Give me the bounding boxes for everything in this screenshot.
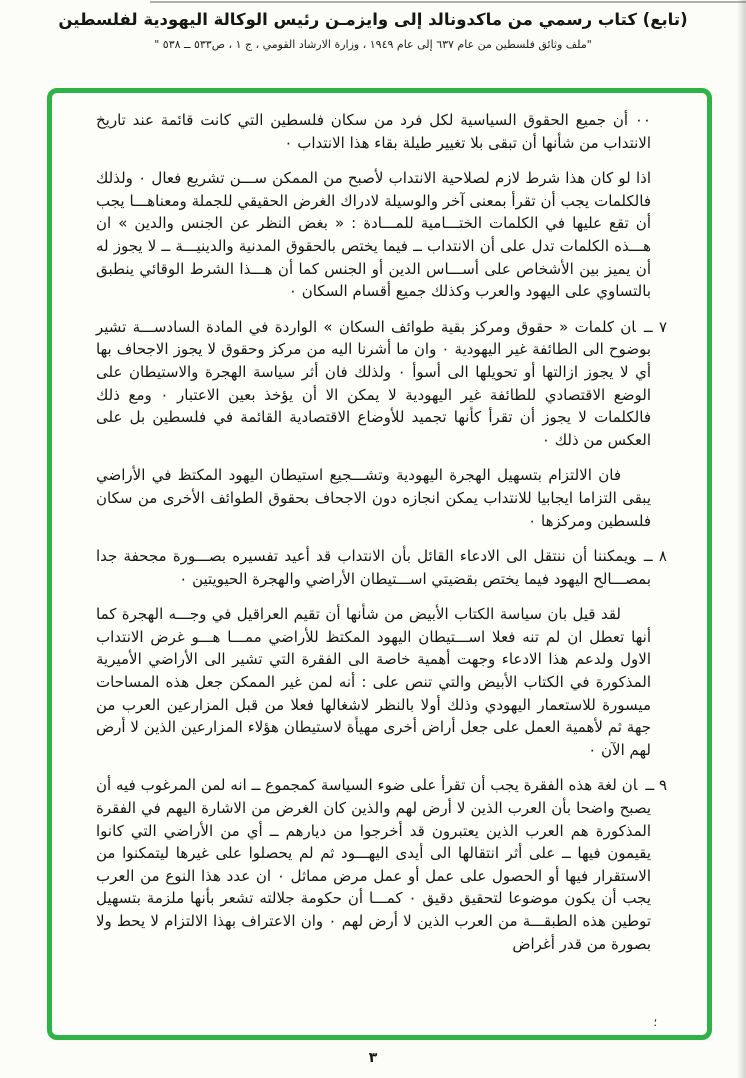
paragraph-text: ان لغة هذه الفقرة يجب أن تقرأ على ضوء السياسة كمجموع ــ انه لمن المرغوب فيه أن يصبح واضحا بأن العرب الذين لا أرض لهم والذين كان الغرض من الاشارة اليهم في الفقرة المذكورة هم العرب الذين يعتبرون قد أخرجوا من ديارهم ــ أي من الأراضي التي كانوا يقيمون فيها ــ على أثر انتقالها الى أيدى اليهـــود ثم لم يحصلوا على غيرها ليتمكنوا من الاستقرار فيها أو الحصول على عمل أو عمل مرض مماثل ٠ ان عدد هذا النوع من العرب يجب أن يكون موضوعا لتحقيق دقيق ٠ كمـــا أن حكومة جلالته تشعر بأنها ملزمة بتسهيل توطين هذه الطبقـــة من العرب الذين لا أرض لهم ٠ وان الاعتراف بهذا الالتزام لا يحط ولا بصورة من قدر أغراض	[96, 776, 652, 953]
document-body	[52, 93, 707, 955]
document-title: (تابع) كتاب رسمي من ماكدونالد إلى وايزمـن رئيس الوكالة اليهودية لفلسطين	[58, 10, 688, 29]
item-number: ٩ ــ	[645, 776, 668, 795]
numbered-paragraph-9	[96, 774, 668, 955]
paragraph-text: ان كلمات « حقوق ومركز بقية طوائف السكان » الواردة في المادة السادســـة تشير بوضوح الى الطائفة غير اليهودية ٠ وان ما أشرنا اليه من مركز وحقوق لا يجوز الاجحاف بها أي لا يجوز ازالتها أو تحويلها الى أسوأ ٠ ولذلك فان أثر سياسة الهجرة والاستيطان على الوضع الاقتصادي للطائفة غير اليهودية لا يمكن الا أن يؤخذ بعين الاعتبار ٠ ومع ذلك فالكلمات لا يجوز أن تقرأ كأنها تجميد للأوضاع الاقتصادية القائمة في فلسطين بل على العكس من ذلك ٠	[96, 317, 652, 449]
item-number: ٨ ــ	[643, 547, 667, 566]
item-number: ٧ ــ	[643, 317, 667, 336]
paragraph-text: لقد قيل بان سياسة الكتاب الأبيض من شأنها أن تقيم العراقيل في وجـــه الهجرة كما أنها تعطل ان لم تنه فعلا اســـتيطان اليهود المكتظ للأراضي ممـــا هـــو غرض الانتداب الاول ولدعم هذا الادعاء وجهت أهمية خاصة الى الفقرة التي تشير الى الأراضي الأميرية المذكورة في الكتاب الأبيض والتي تنص على : أنه لمن غير الممكن جعل هذه المساحات ميسورة للاستعمار اليهودي وذلك أولا بالنظر لاشغالها فعلا من قبل المزارعين العرب من جهة ثم لأهمية العمل على جعل أراض أخرى مهيأة لاستيطان هؤلاء المزارعين الذين لا أرض لهم الآن ٠	[96, 605, 651, 759]
page-number: ٣	[368, 1050, 378, 1066]
paragraph	[96, 167, 651, 303]
paragraph-text: اذا لو كان هذا شرط لازم لصلاحية الانتداب لأصبح من الممكن ســـن تشريع فعال ٠ ولذلك فالكلمات يجب أن تقرأ بمعنى آخر والوسيلة لادراك الغرض الحقيقي للجملة ومعناهـــا يجب أن تقع عليها في الكلمات الختـــامية للمـــادة : « بغض النظر عن الجنس والدين » ان هـــذه الكلمات تدل على أن الانتداب ــ فيما يختص بالحقوق المدنية والدينيـــة ــ لا يجوز له أن يميز بين الأشخاص على أســـاس الدين أو الجنس كما أن هـــذا الشرط الوقائي ينطبق بالتساوي على اليهود والعرب وكذلك جميع أقسام السكان ٠	[96, 169, 652, 301]
paragraph-text: ويمكننا أن ننتقل الى الادعاء القائل بأن الانتداب قد أعيد تفسيره بصـــورة مجحفة جدا بمصـــالح اليهود فيما يختص بقضيتي اســـتيطان الأراضي والهجرة الحيويتين ٠	[96, 547, 651, 588]
numbered-paragraph-7	[96, 316, 667, 452]
green-border-frame	[47, 88, 712, 1040]
scan-artifact-top	[150, 1, 746, 3]
paragraph	[96, 109, 651, 154]
paragraph	[96, 603, 651, 761]
paragraph-text: ٠٠ أن جميع الحقوق السياسية لكل فرد من سكان فلسطين التي كانت قائمة عند تاريخ الانتداب من شأنها أن تبقى بلا تغيير طيلة بقاء هذا الانتداب ٠	[96, 111, 651, 152]
stray-mark: ؛	[653, 1016, 657, 1029]
scan-artifact-right-edge	[737, 0, 746, 1078]
paragraph	[96, 464, 651, 532]
document-header	[0, 10, 746, 51]
document-source-citation: "ملف وثائق فلسطين من عام ٦٣٧ إلى عام ١٩٤٩ ، وزارة الارشاد القومي ، ج ١ ، ص٥٣٣ ــ ٥٣٨ "	[154, 38, 592, 51]
numbered-paragraph-8	[96, 545, 667, 590]
paragraph-text: فان الالتزام بتسهيل الهجرة اليهودية وتشـــجيع استيطان اليهود المكتظ في الأراضي يبقى التزاما ايجابيا للانتداب يمكن انجازه دون الاجحاف بحقوق الطوائف الأخرى من سكان فلسطين ومركزها ٠	[96, 466, 651, 530]
